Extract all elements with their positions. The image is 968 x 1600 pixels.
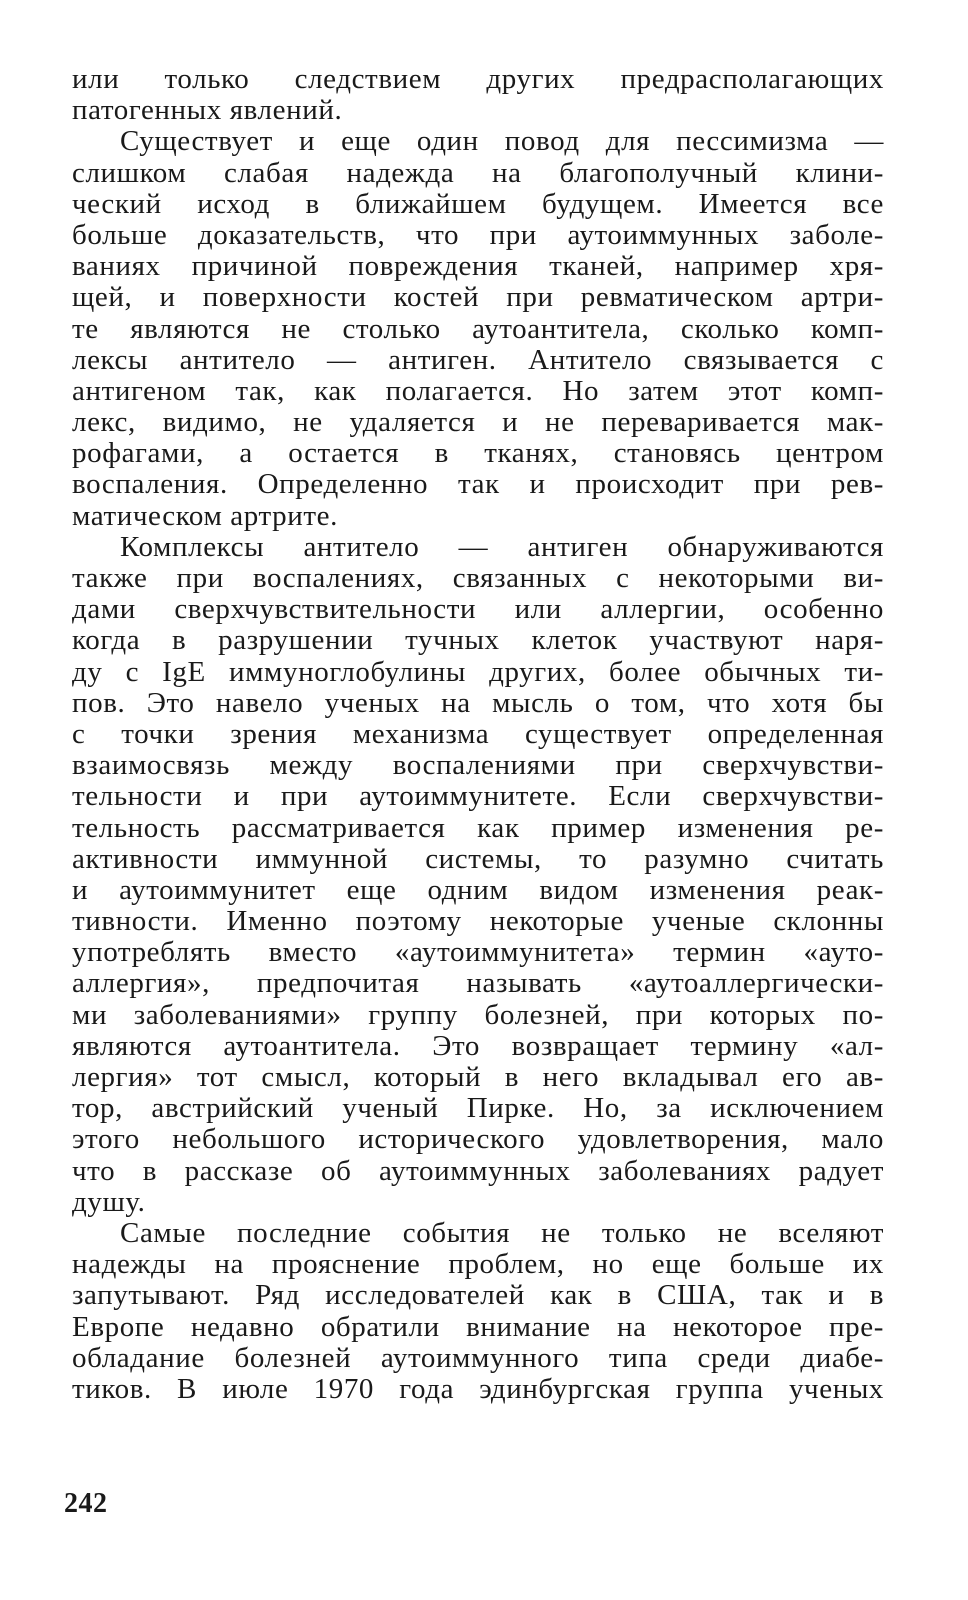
book-page-text	[72, 64, 884, 1405]
text-line: ческий исход в ближайшем будущем. Имеется все	[72, 188, 884, 220]
text-line: антигеном так, как полагается. Но затем этот комп-	[72, 375, 884, 407]
text-line: душу.	[72, 1186, 146, 1218]
text-line: тор, австрийский ученый Пирке. Но, за исключением	[72, 1093, 884, 1125]
text-line: или только следствием других предрасполагающих	[72, 64, 884, 95]
text-line: тиков. В июле 1970 года эдинбургская группа ученых	[72, 1373, 884, 1405]
text-line: запутывают. Ряд исследователей как в США, так и в	[72, 1280, 884, 1312]
text-line: надежды на прояснение проблем, но еще больше их	[72, 1249, 884, 1281]
text-line: ду с IgE иммуноглобулины других, более обычных ти-	[72, 656, 884, 688]
text-line: аллергия», предпочитая называть «аутоаллергически-	[72, 968, 884, 1000]
text-line: Существует и еще один повод для пессимизма —	[120, 126, 884, 158]
text-line: взаимосвязь между воспалениями при сверхчувстви-	[72, 750, 884, 782]
text-line: Комплексы антитело — антиген обнаруживаются	[120, 531, 884, 563]
text-line: употреблять вместо «аутоиммунитета» термин «ауто-	[72, 937, 884, 969]
text-line: Европе недавно обратили внимание на некоторое пре-	[72, 1311, 884, 1343]
text-line: этого небольшого исторического удовлетворения, мало	[72, 1124, 884, 1156]
text-line: дами сверхчувствительности или аллергии, особенно	[72, 594, 884, 626]
text-line: лергия» тот смысл, который в него вкладывал его ав-	[72, 1062, 884, 1093]
text-line: и аутоиммунитет еще одним видом изменения реак-	[72, 874, 884, 906]
text-line: также при воспалениях, связанных с некоторыми ви-	[72, 563, 884, 594]
text-line: патогенных явлений.	[72, 95, 343, 127]
text-line: с точки зрения механизма существует определенная	[72, 718, 884, 750]
page-number: 242	[64, 1488, 108, 1519]
text-line: те являются не столько аутоантитела, сколько комп-	[72, 313, 884, 345]
text-line: больше доказательств, что при аутоиммунных заболе-	[72, 219, 884, 251]
text-line: активности иммунной системы, то разумно считать	[72, 843, 884, 875]
text-line: пов. Это навело ученых на мысль о том, что хотя бы	[72, 687, 884, 719]
text-line: тельности и при аутоиммунитете. Если сверхчувстви-	[72, 781, 884, 813]
text-line: являются аутоантитела. Это возвращает термину «ал-	[72, 1030, 884, 1062]
text-line: тельность рассматривается как пример изменения ре-	[72, 812, 884, 844]
text-line: воспаления. Определенно так и происходит при рев-	[72, 469, 884, 501]
text-line: что в рассказе об аутоиммунных заболеваниях радует	[72, 1155, 884, 1187]
text-line: ваниях причиной повреждения тканей, например хря-	[72, 251, 884, 283]
text-line: тивности. Именно поэтому некоторые ученые склонны	[72, 906, 884, 938]
text-line: ми заболеваниями» группу болезней, при которых по-	[72, 999, 884, 1031]
text-line: обладание болезней аутоиммунного типа среди диабе-	[72, 1342, 884, 1374]
text-line: слишком слабая надежда на благополучный клини-	[72, 157, 884, 189]
text-line: лекс, видимо, не удаляется и не переваривается мак-	[72, 407, 884, 439]
text-line: когда в разрушении тучных клеток участвуют наря-	[72, 625, 884, 657]
text-line: Самые последние события не только не вселяют	[120, 1217, 884, 1249]
text-line: щей, и поверхности костей при ревматическом артри-	[72, 282, 884, 314]
text-line: матическом артрите.	[72, 500, 338, 532]
text-line: лексы антитело — антиген. Антитело связывается с	[72, 344, 884, 376]
text-line: рофагами, а остается в тканях, становясь центром	[72, 438, 884, 470]
